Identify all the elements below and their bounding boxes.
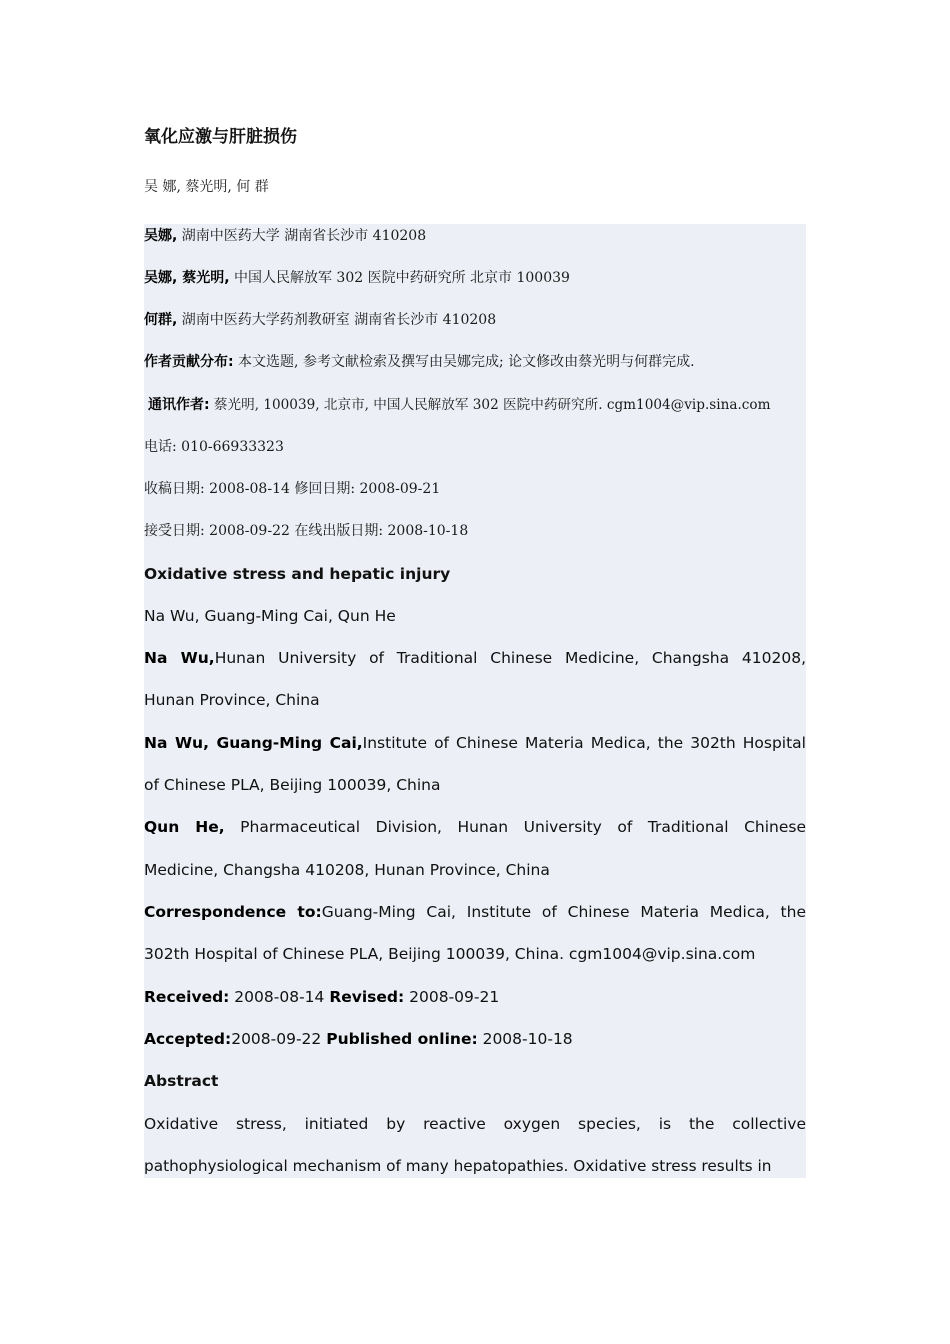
abstract-text-line-2: pathophysiological mechanism of many hepatopathies. Oxidative stress results in bbox=[144, 1157, 772, 1175]
phone-cn: 电话: 010-66933323 bbox=[144, 439, 284, 455]
affiliation-en-3-cont: Medicine, Changsha 410208, Hunan Province, China bbox=[144, 861, 550, 879]
affiliation-en-1: Na Wu,Hunan University of Traditional Chinese Medicine, Changsha 410208, bbox=[144, 649, 806, 667]
authors-cn: 吴 娜, 蔡光明, 何 群 bbox=[144, 179, 269, 195]
page-title: 氧化应激与肝脏损伤 bbox=[144, 127, 297, 147]
correspondence-en-cont: 302th Hospital of Chinese PLA, Beijing 100039, China. cgm1004@vip.sina.com bbox=[144, 945, 756, 963]
affiliation-cn-1: 吴娜, 湖南中医药大学 湖南省长沙市 410208 bbox=[144, 228, 427, 244]
affiliation-cn-2: 吴娜, 蔡光明, 中国人民解放军 302 医院中药研究所 北京市 100039 bbox=[144, 270, 570, 286]
affiliation-en-1-cont: Hunan Province, China bbox=[144, 691, 320, 709]
affiliation-en-3: Qun He, Pharmaceutical Division, Hunan University of Traditional Chinese bbox=[144, 818, 806, 836]
correspondence-en: Correspondence to:Guang-Ming Cai, Institute of Chinese Materia Medica, the bbox=[144, 903, 806, 921]
affiliation-cn-3: 何群, 湖南中医药大学药剂教研室 湖南省长沙市 410208 bbox=[144, 312, 497, 328]
received-revised-en: Received: 2008-08-14 Revised: 2008-09-21 bbox=[144, 988, 500, 1006]
abstract-heading: Abstract bbox=[144, 1072, 219, 1090]
accepted-dates-cn: 接受日期: 2008-09-22 在线出版日期: 2008-10-18 bbox=[144, 523, 469, 539]
title-en: Oxidative stress and hepatic injury bbox=[144, 565, 451, 583]
received-dates-cn: 收稿日期: 2008-08-14 修回日期: 2008-09-21 bbox=[144, 481, 441, 497]
accepted-published-en: Accepted:2008-09-22 Published online: 2008-10-18 bbox=[144, 1030, 573, 1048]
article-metadata-block bbox=[144, 224, 806, 1178]
abstract-text-line-1: Oxidative stress, initiated by reactive oxygen species, is the collective bbox=[144, 1115, 806, 1133]
author-contributions-cn: 作者贡献分布: 本文选题, 参考文献检索及撰写由吴娜完成; 论文修改由蔡光明与何群完成. bbox=[144, 354, 695, 370]
correspondence-cn: 通讯作者: 蔡光明, 100039, 北京市, 中国人民解放军 302 医院中药研究所. cgm1004@vip.sina.com bbox=[148, 397, 771, 413]
authors-en: Na Wu, Guang-Ming Cai, Qun He bbox=[144, 607, 396, 625]
affiliation-en-2-cont: of Chinese PLA, Beijing 100039, China bbox=[144, 776, 441, 794]
affiliation-en-2: Na Wu, Guang-Ming Cai,Institute of Chinese Materia Medica, the 302th Hospital bbox=[144, 734, 806, 752]
